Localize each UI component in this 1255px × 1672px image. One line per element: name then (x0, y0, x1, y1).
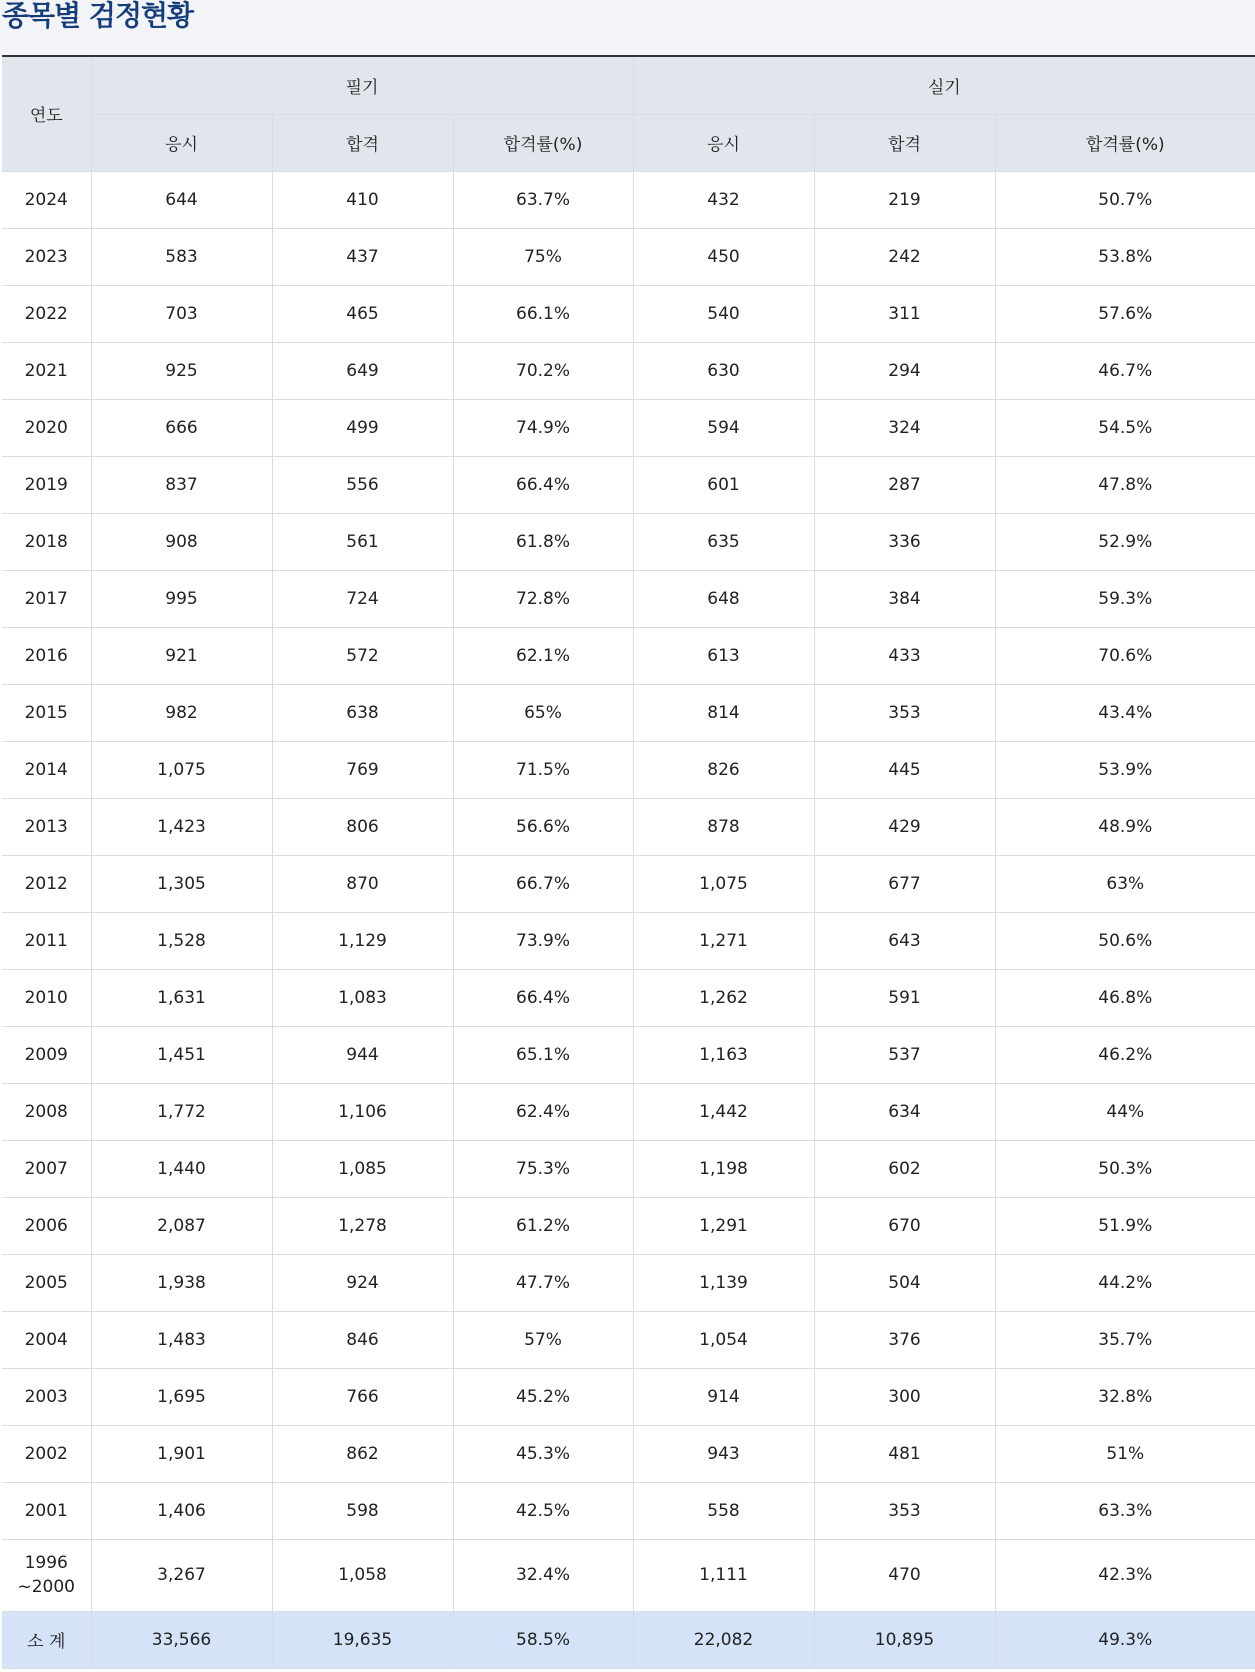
written-applicants-cell: 908 (91, 513, 272, 570)
year-cell: 2009 (2, 1026, 91, 1083)
year-cell: 2019 (2, 456, 91, 513)
table-row (2, 1425, 1255, 1482)
year-cell: 2012 (2, 855, 91, 912)
practical-pass-rate-cell: 35.7% (995, 1311, 1255, 1368)
year-cell: 2017 (2, 570, 91, 627)
table-row (2, 513, 1255, 570)
written-applicants-cell: 2,087 (91, 1197, 272, 1254)
practical-passed-header: 합격 (814, 114, 995, 171)
practical-applicants-cell: 1,442 (633, 1083, 814, 1140)
practical-passed-cell: 376 (814, 1311, 995, 1368)
practical-passed-cell: 324 (814, 399, 995, 456)
written-applicants-cell: 1,440 (91, 1140, 272, 1197)
table-row (2, 912, 1255, 969)
written-pass-rate-cell: 45.3% (453, 1425, 633, 1482)
practical-pass-rate-cell: 52.9% (995, 513, 1255, 570)
table-row (2, 798, 1255, 855)
practical-passed-cell: 537 (814, 1026, 995, 1083)
practical-pass-rate-cell: 47.8% (995, 456, 1255, 513)
written-pass-rate-cell: 32.4% (453, 1539, 633, 1611)
written-applicants-cell: 925 (91, 342, 272, 399)
written-passed-cell: 649 (272, 342, 453, 399)
exam-stats-table (2, 57, 1255, 1669)
written-passed-cell: 638 (272, 684, 453, 741)
written-applicants-header: 응시 (91, 114, 272, 171)
practical-passed-cell: 634 (814, 1083, 995, 1140)
total-written-applicants-cell: 33,566 (91, 1611, 272, 1668)
written-applicants-cell: 1,406 (91, 1482, 272, 1539)
practical-pass-rate-cell: 43.4% (995, 684, 1255, 741)
practical-pass-rate-cell: 42.3% (995, 1539, 1255, 1611)
practical-applicants-cell: 1,262 (633, 969, 814, 1026)
year-cell: 2016 (2, 627, 91, 684)
written-passed-cell: 556 (272, 456, 453, 513)
practical-pass-rate-cell: 50.6% (995, 912, 1255, 969)
written-pass-rate-cell: 47.7% (453, 1254, 633, 1311)
practical-passed-cell: 643 (814, 912, 995, 969)
year-cell: 2003 (2, 1368, 91, 1425)
practical-passed-cell: 445 (814, 741, 995, 798)
written-passed-cell: 1,085 (272, 1140, 453, 1197)
table-row (2, 285, 1255, 342)
table-row (2, 969, 1255, 1026)
table-row (2, 741, 1255, 798)
written-applicants-cell: 837 (91, 456, 272, 513)
total-row (2, 1611, 1255, 1668)
written-passed-cell: 499 (272, 399, 453, 456)
practical-pass-rate-cell: 70.6% (995, 627, 1255, 684)
practical-pass-rate-cell: 59.3% (995, 570, 1255, 627)
practical-pass-rate-header: 합격률(%) (995, 114, 1255, 171)
year-cell: 2022 (2, 285, 91, 342)
practical-applicants-cell: 814 (633, 684, 814, 741)
practical-passed-cell: 353 (814, 1482, 995, 1539)
table-row (2, 456, 1255, 513)
practical-applicants-cell: 826 (633, 741, 814, 798)
written-applicants-cell: 1,075 (91, 741, 272, 798)
written-passed-cell: 561 (272, 513, 453, 570)
year-cell: 2008 (2, 1083, 91, 1140)
written-pass-rate-cell: 57% (453, 1311, 633, 1368)
written-passed-cell: 410 (272, 171, 453, 228)
practical-pass-rate-cell: 48.9% (995, 798, 1255, 855)
total-practical-pass-rate-cell: 49.3% (995, 1611, 1255, 1668)
written-applicants-cell: 666 (91, 399, 272, 456)
written-applicants-cell: 583 (91, 228, 272, 285)
practical-passed-cell: 677 (814, 855, 995, 912)
table-row (2, 228, 1255, 285)
written-pass-rate-header: 합격률(%) (453, 114, 633, 171)
practical-passed-cell: 219 (814, 171, 995, 228)
written-passed-cell: 944 (272, 1026, 453, 1083)
year-cell: 2018 (2, 513, 91, 570)
year-cell: 2011 (2, 912, 91, 969)
table-row (2, 684, 1255, 741)
written-pass-rate-cell: 70.2% (453, 342, 633, 399)
written-applicants-cell: 1,305 (91, 855, 272, 912)
year-cell: 2002 (2, 1425, 91, 1482)
written-pass-rate-cell: 75% (453, 228, 633, 285)
practical-pass-rate-cell: 50.7% (995, 171, 1255, 228)
practical-pass-rate-cell: 46.2% (995, 1026, 1255, 1083)
total-written-passed-cell: 19,635 (272, 1611, 453, 1668)
practical-applicants-cell: 943 (633, 1425, 814, 1482)
practical-passed-cell: 287 (814, 456, 995, 513)
practical-passed-cell: 433 (814, 627, 995, 684)
written-passed-cell: 769 (272, 741, 453, 798)
year-cell: 1996 ~2000 (2, 1539, 91, 1611)
written-applicants-cell: 1,631 (91, 969, 272, 1026)
table-row (2, 627, 1255, 684)
practical-pass-rate-cell: 44.2% (995, 1254, 1255, 1311)
written-passed-cell: 465 (272, 285, 453, 342)
written-applicants-cell: 644 (91, 171, 272, 228)
table-body (2, 171, 1255, 1668)
year-cell: 2010 (2, 969, 91, 1026)
written-passed-cell: 437 (272, 228, 453, 285)
practical-passed-cell: 429 (814, 798, 995, 855)
table-row (2, 171, 1255, 228)
written-passed-cell: 1,083 (272, 969, 453, 1026)
written-applicants-cell: 703 (91, 285, 272, 342)
practical-pass-rate-cell: 46.7% (995, 342, 1255, 399)
practical-pass-rate-cell: 53.9% (995, 741, 1255, 798)
written-pass-rate-cell: 66.4% (453, 969, 633, 1026)
practical-pass-rate-cell: 51.9% (995, 1197, 1255, 1254)
practical-applicants-cell: 1,111 (633, 1539, 814, 1611)
practical-applicants-cell: 1,291 (633, 1197, 814, 1254)
practical-pass-rate-cell: 51% (995, 1425, 1255, 1482)
written-pass-rate-cell: 45.2% (453, 1368, 633, 1425)
written-passed-header: 합격 (272, 114, 453, 171)
practical-applicants-cell: 594 (633, 399, 814, 456)
practical-applicants-cell: 1,054 (633, 1311, 814, 1368)
practical-applicants-cell: 601 (633, 456, 814, 513)
written-passed-cell: 1,278 (272, 1197, 453, 1254)
written-pass-rate-cell: 61.8% (453, 513, 633, 570)
practical-pass-rate-cell: 50.3% (995, 1140, 1255, 1197)
written-applicants-cell: 1,483 (91, 1311, 272, 1368)
table-row (2, 1368, 1255, 1425)
practical-group-header: 실기 (633, 57, 1255, 114)
total-practical-passed-cell: 10,895 (814, 1611, 995, 1668)
year-cell: 2013 (2, 798, 91, 855)
practical-passed-cell: 670 (814, 1197, 995, 1254)
year-cell: 2020 (2, 399, 91, 456)
written-applicants-cell: 982 (91, 684, 272, 741)
practical-applicants-cell: 1,163 (633, 1026, 814, 1083)
year-cell: 2007 (2, 1140, 91, 1197)
written-pass-rate-cell: 61.2% (453, 1197, 633, 1254)
practical-applicants-cell: 1,075 (633, 855, 814, 912)
page-title: 종목별 검정현황 (2, 0, 194, 32)
title-bar (0, 0, 1255, 56)
year-cell: 2021 (2, 342, 91, 399)
practical-passed-cell: 353 (814, 684, 995, 741)
year-header: 연도 (2, 57, 91, 171)
year-cell: 2005 (2, 1254, 91, 1311)
written-pass-rate-cell: 63.7% (453, 171, 633, 228)
practical-pass-rate-cell: 44% (995, 1083, 1255, 1140)
table-row (2, 1254, 1255, 1311)
written-pass-rate-cell: 75.3% (453, 1140, 633, 1197)
practical-pass-rate-cell: 53.8% (995, 228, 1255, 285)
practical-passed-cell: 481 (814, 1425, 995, 1482)
practical-applicants-cell: 613 (633, 627, 814, 684)
written-pass-rate-cell: 65.1% (453, 1026, 633, 1083)
written-pass-rate-cell: 66.7% (453, 855, 633, 912)
written-pass-rate-cell: 62.1% (453, 627, 633, 684)
practical-applicants-cell: 635 (633, 513, 814, 570)
table-row (2, 1197, 1255, 1254)
written-applicants-cell: 1,772 (91, 1083, 272, 1140)
practical-pass-rate-cell: 57.6% (995, 285, 1255, 342)
practical-passed-cell: 591 (814, 969, 995, 1026)
table-row (2, 1140, 1255, 1197)
table-row (2, 1083, 1255, 1140)
practical-applicants-cell: 558 (633, 1482, 814, 1539)
practical-applicants-header: 응시 (633, 114, 814, 171)
written-applicants-cell: 1,451 (91, 1026, 272, 1083)
written-passed-cell: 806 (272, 798, 453, 855)
written-passed-cell: 1,106 (272, 1083, 453, 1140)
practical-applicants-cell: 450 (633, 228, 814, 285)
total-practical-applicants-cell: 22,082 (633, 1611, 814, 1668)
written-passed-cell: 924 (272, 1254, 453, 1311)
table-row (2, 1482, 1255, 1539)
practical-passed-cell: 300 (814, 1368, 995, 1425)
practical-pass-rate-cell: 46.8% (995, 969, 1255, 1026)
written-pass-rate-cell: 71.5% (453, 741, 633, 798)
written-passed-cell: 724 (272, 570, 453, 627)
table-row (2, 1311, 1255, 1368)
table-row (2, 1026, 1255, 1083)
written-pass-rate-cell: 65% (453, 684, 633, 741)
practical-pass-rate-cell: 63.3% (995, 1482, 1255, 1539)
table-row (2, 1539, 1255, 1611)
table-row (2, 342, 1255, 399)
practical-pass-rate-cell: 54.5% (995, 399, 1255, 456)
written-applicants-cell: 1,901 (91, 1425, 272, 1482)
written-pass-rate-cell: 66.1% (453, 285, 633, 342)
written-applicants-cell: 921 (91, 627, 272, 684)
practical-applicants-cell: 648 (633, 570, 814, 627)
practical-applicants-cell: 1,271 (633, 912, 814, 969)
practical-applicants-cell: 432 (633, 171, 814, 228)
written-passed-cell: 572 (272, 627, 453, 684)
written-group-header: 필기 (91, 57, 633, 114)
practical-passed-cell: 470 (814, 1539, 995, 1611)
practical-passed-cell: 311 (814, 285, 995, 342)
written-applicants-cell: 3,267 (91, 1539, 272, 1611)
written-passed-cell: 1,129 (272, 912, 453, 969)
practical-passed-cell: 242 (814, 228, 995, 285)
written-pass-rate-cell: 42.5% (453, 1482, 633, 1539)
practical-applicants-cell: 878 (633, 798, 814, 855)
written-applicants-cell: 995 (91, 570, 272, 627)
practical-passed-cell: 294 (814, 342, 995, 399)
practical-pass-rate-cell: 32.8% (995, 1368, 1255, 1425)
practical-passed-cell: 602 (814, 1140, 995, 1197)
total-year-cell: 소 계 (2, 1611, 91, 1668)
table-row (2, 855, 1255, 912)
practical-passed-cell: 504 (814, 1254, 995, 1311)
year-cell: 2014 (2, 741, 91, 798)
written-pass-rate-cell: 56.6% (453, 798, 633, 855)
written-pass-rate-cell: 74.9% (453, 399, 633, 456)
written-pass-rate-cell: 73.9% (453, 912, 633, 969)
practical-pass-rate-cell: 63% (995, 855, 1255, 912)
practical-applicants-cell: 1,198 (633, 1140, 814, 1197)
practical-applicants-cell: 914 (633, 1368, 814, 1425)
table-row (2, 399, 1255, 456)
written-pass-rate-cell: 62.4% (453, 1083, 633, 1140)
practical-applicants-cell: 1,139 (633, 1254, 814, 1311)
written-passed-cell: 846 (272, 1311, 453, 1368)
written-passed-cell: 1,058 (272, 1539, 453, 1611)
practical-passed-cell: 384 (814, 570, 995, 627)
practical-applicants-cell: 540 (633, 285, 814, 342)
written-passed-cell: 766 (272, 1368, 453, 1425)
year-cell: 2001 (2, 1482, 91, 1539)
year-cell: 2015 (2, 684, 91, 741)
practical-applicants-cell: 630 (633, 342, 814, 399)
written-passed-cell: 598 (272, 1482, 453, 1539)
written-applicants-cell: 1,695 (91, 1368, 272, 1425)
written-passed-cell: 862 (272, 1425, 453, 1482)
written-pass-rate-cell: 66.4% (453, 456, 633, 513)
total-written-pass-rate-cell: 58.5% (453, 1611, 633, 1668)
written-applicants-cell: 1,528 (91, 912, 272, 969)
year-cell: 2006 (2, 1197, 91, 1254)
written-applicants-cell: 1,423 (91, 798, 272, 855)
year-cell: 2023 (2, 228, 91, 285)
written-pass-rate-cell: 72.8% (453, 570, 633, 627)
year-cell: 2024 (2, 171, 91, 228)
table-row (2, 570, 1255, 627)
written-applicants-cell: 1,938 (91, 1254, 272, 1311)
practical-passed-cell: 336 (814, 513, 995, 570)
year-cell: 2004 (2, 1311, 91, 1368)
written-passed-cell: 870 (272, 855, 453, 912)
